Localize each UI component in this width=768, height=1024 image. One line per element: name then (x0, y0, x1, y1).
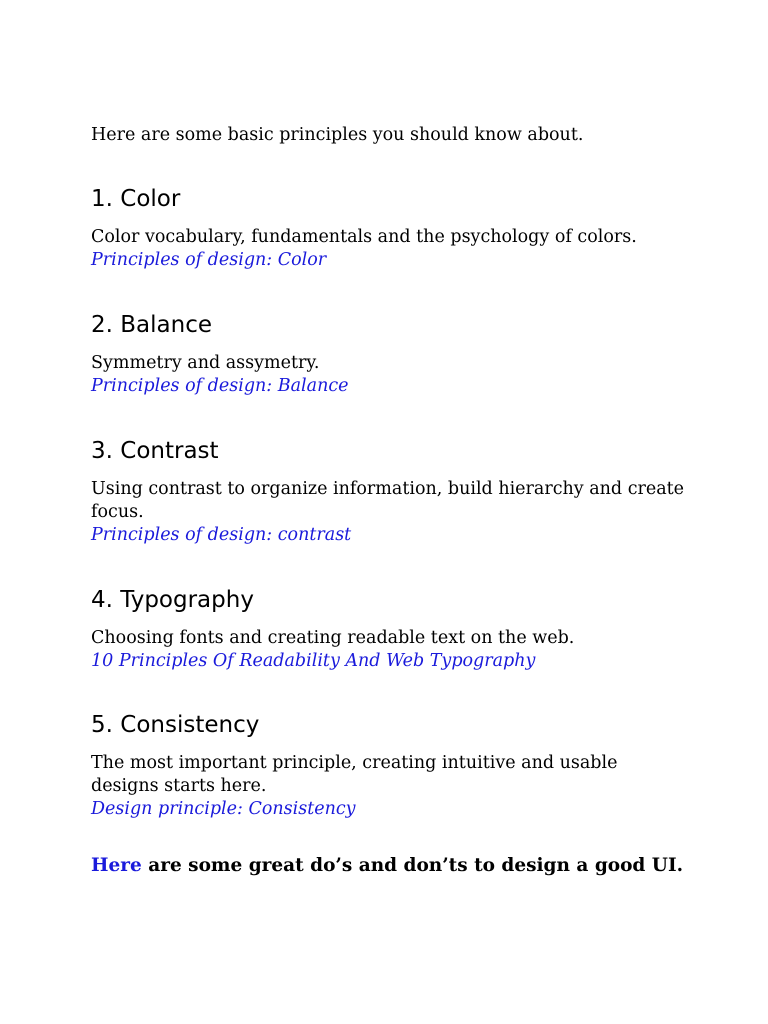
closing-sentence: are some great do’s and don’ts to design a good UI. (141, 855, 684, 876)
intro-text: Here are some basic principles you should know about. (91, 125, 584, 145)
section-heading: 4. Typography (91, 587, 254, 613)
section-description: Choosing fonts and creating readable text on the web. (91, 628, 575, 648)
section-color (91, 184, 701, 272)
section-link[interactable]: Principles of design: Color (91, 250, 327, 270)
section-typography (91, 585, 701, 673)
section-heading: 2. Balance (91, 312, 212, 338)
section-heading: 5. Consistency (91, 712, 260, 738)
section-consistency (91, 710, 701, 821)
section-balance (91, 310, 701, 398)
section-contrast (91, 436, 701, 547)
closing-link[interactable]: Here (91, 855, 142, 876)
section-link[interactable]: Principles of design: Balance (91, 376, 349, 396)
section-description: The most important principle, creating intuitive and usable designs starts here. (91, 753, 618, 796)
section-description: Symmetry and assymetry. (91, 353, 320, 373)
section-heading: 1. Color (91, 186, 181, 212)
section-heading: 3. Contrast (91, 438, 219, 464)
section-link[interactable]: Principles of design: contrast (91, 525, 352, 545)
section-description: Color vocabulary, fundamentals and the psychology of colors. (91, 227, 637, 247)
closing-text (91, 854, 683, 878)
section-description: Using contrast to organize information, build hierarchy and create focus. (91, 479, 685, 522)
section-link[interactable]: Design principle: Consistency (91, 799, 356, 819)
section-link[interactable]: 10 Principles Of Readability And Web Typography (91, 651, 536, 671)
